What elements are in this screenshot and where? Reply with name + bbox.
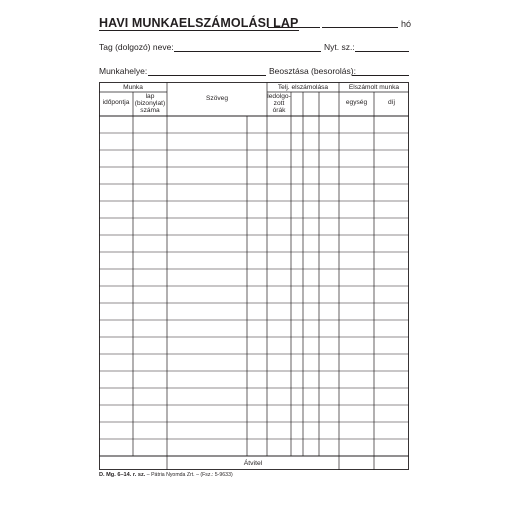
header-doc-line2: (bizonylat): [134, 100, 166, 107]
table-border: [100, 83, 409, 470]
header-doc-line1: lap: [145, 93, 155, 100]
table-grid: [99, 82, 409, 470]
month-suffix-label: hó: [401, 19, 412, 29]
header-fee: díj: [388, 99, 395, 106]
header-munka-group: Munka: [123, 84, 143, 91]
month-name-field[interactable]: [322, 27, 398, 28]
position-label: Beosztása (besorolás):: [269, 66, 356, 76]
header-text: Szöveg: [206, 95, 228, 102]
header-unit: egység: [345, 99, 368, 106]
header-hours-line1: ledolgo-: [267, 93, 291, 100]
header-hours-line2: zott: [273, 100, 285, 107]
publisher-note: – Pátria Nyomda Zrt. – (Fsz.: 5-9633): [145, 472, 233, 478]
form-code: D. Mg. 6–14. r. sz.: [99, 472, 146, 478]
workplace-field[interactable]: [148, 75, 266, 76]
form-title: HAVI MUNKAELSZÁMOLÁSI LAP: [99, 16, 299, 30]
position-field[interactable]: [352, 75, 409, 76]
month-period-field[interactable]: [268, 27, 320, 28]
header-doc-line3: száma: [140, 107, 160, 114]
workplace-label: Munkahelye:: [99, 66, 148, 76]
carry-over-label: Átvitel: [243, 460, 263, 467]
member-name-label: Tag (dolgozó) neve:: [99, 42, 174, 52]
header-hours-line3: órák: [272, 107, 286, 114]
work-table: [99, 82, 409, 470]
header-telj-group: Telj. elszámolása: [277, 84, 329, 91]
nyt-number-field[interactable]: [355, 51, 409, 52]
header-elsz-group: Elszámolt munka: [348, 84, 400, 91]
member-name-field[interactable]: [174, 51, 321, 52]
form-footer: [99, 472, 233, 478]
nyt-number-label: Nyt. sz.:: [324, 42, 355, 52]
header-date: időpontja: [102, 99, 130, 106]
